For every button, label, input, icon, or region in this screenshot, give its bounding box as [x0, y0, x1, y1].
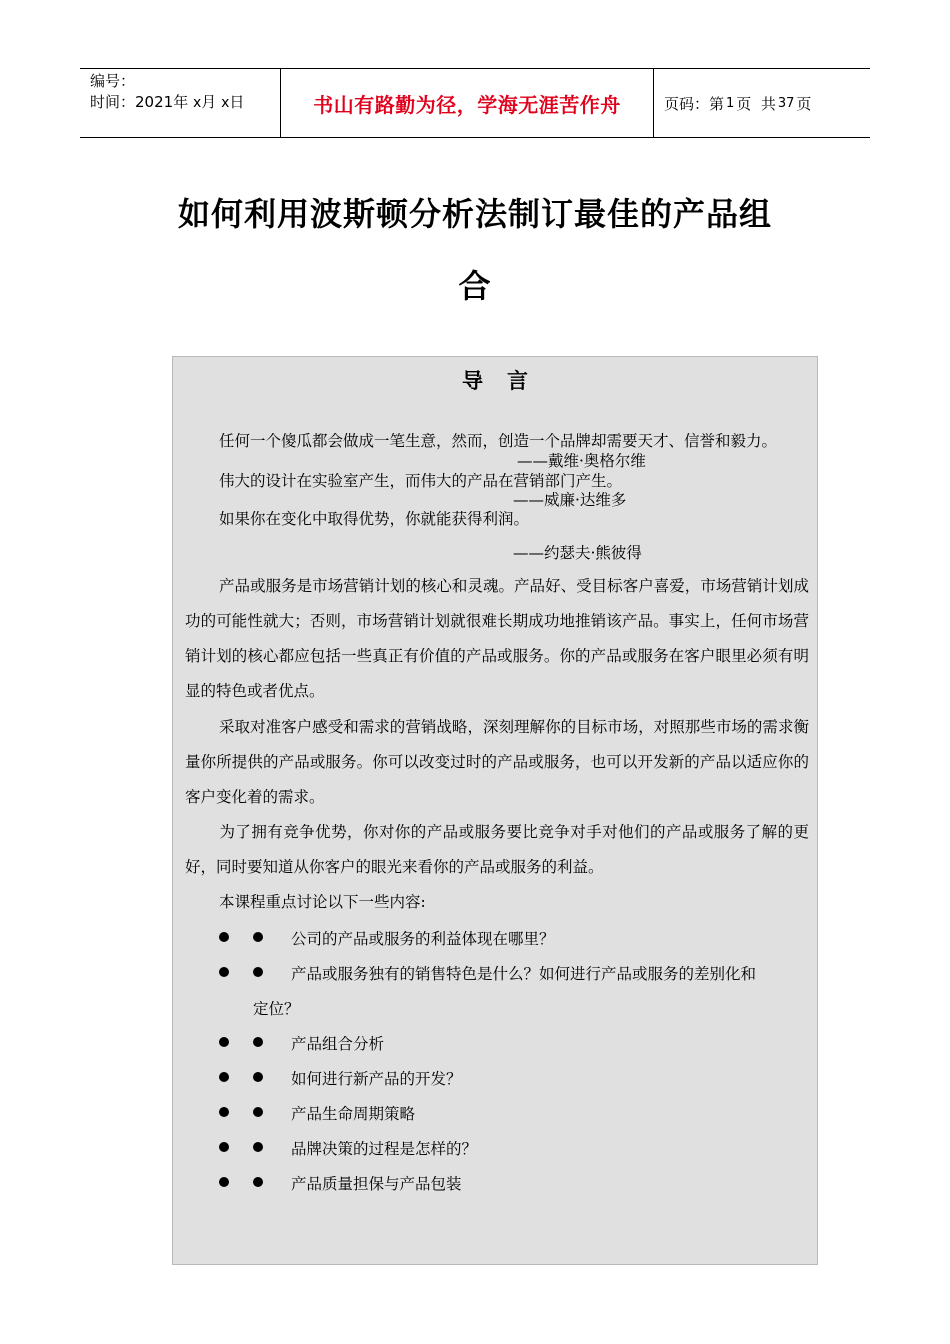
course-intro-text: 本课程重点讨论以下一些内容: [219, 893, 426, 911]
quote-2-author: ——威廉·达维多 [513, 491, 627, 509]
paragraph-2-text: 采取对准客户感受和需求的营销战略，深刻理解你的目标市场，对照那些市场的需求衡量你所提供的产品或服务。你可以改变过时的产品或服务，也可以开发新的产品以适应你的客户变化着的需求。 [185, 718, 809, 806]
bullet-icon [219, 1177, 229, 1187]
bullet-icon [219, 1037, 229, 1047]
paragraph-2 [185, 710, 809, 815]
bullet-icon [253, 1142, 263, 1152]
page-indicator [654, 69, 870, 137]
page-prefix: 页码：第 [664, 94, 725, 113]
time-x1: x [192, 95, 202, 111]
list-item-text: 产品组合分析 [291, 1035, 385, 1053]
intro-heading: 导言 [462, 368, 552, 393]
bullet-icon [219, 932, 229, 942]
quote-1-author: ——戴维·奥格尔维 [517, 452, 646, 470]
bullet-icon [253, 1177, 263, 1187]
quote-3-author: ——约瑟夫·熊彼得 [513, 544, 642, 562]
motto-text: 书山有路勤为径，学海无涯苦作舟 [313, 92, 621, 117]
quote-1-text: 任何一个傻瓜都会做成一笔生意，然而，创造一个品牌却需要天才、信誉和毅力。 [219, 432, 778, 450]
bullet-icon [253, 1107, 263, 1117]
page-suffix: 页 [796, 94, 812, 113]
paragraph-3 [185, 815, 809, 885]
quote-3-text: 如果你在变化中取得优势，你就能获得利润。 [219, 510, 530, 528]
quote-2-text: 伟大的设计在实验室产生，而伟大的产品在营销部门产生。 [219, 472, 623, 490]
paragraph-1 [185, 569, 809, 709]
document-header [80, 68, 870, 138]
time-x2: x [221, 95, 230, 111]
list-item-text: 如何进行新产品的开发？ [291, 1070, 462, 1088]
list-item-text: 产品或服务独有的销售特色是什么？如何进行产品或服务的差别化和 [291, 965, 757, 983]
time-label [90, 92, 280, 114]
list-item-text: 产品质量担保与产品包装 [291, 1175, 462, 1193]
header-meta [80, 69, 281, 137]
paragraph-3-text: 为了拥有竞争优势，你对你的产品或服务要比竞争对手对他们的产品或服务了解的更好，同时要知道从你客户的眼光来看你的产品或服务的利益。 [185, 823, 809, 876]
header-motto-cell [281, 69, 654, 137]
time-month: 月 [201, 93, 217, 111]
time-day: 日 [229, 93, 245, 111]
course-intro [185, 885, 809, 920]
list-item-text: 品牌决策的过程是怎样的？ [291, 1140, 478, 1158]
title-line-2: 合 [458, 267, 492, 305]
title-line-1: 如何利用波斯顿分析法制订最佳的产品组 [177, 195, 772, 233]
bullet-icon [253, 932, 263, 942]
number-label: 编号： [90, 72, 136, 90]
bullet-icon [219, 1072, 229, 1082]
list-item-text: 产品生命周期策略 [291, 1105, 416, 1123]
bullet-icon [253, 967, 263, 977]
bullet-icon [219, 1142, 229, 1152]
time-year-suffix: 年 [173, 93, 189, 111]
bullet-icon [253, 1037, 263, 1047]
bullet-icon [253, 1072, 263, 1082]
intro-box [172, 356, 818, 1265]
time-prefix: 时间：2021 [90, 93, 174, 111]
document-title [140, 178, 810, 322]
list-item-text: 公司的产品或服务的利益体现在哪里？ [291, 930, 555, 948]
paragraph-1-text: 产品或服务是市场营销计划的核心和灵魂。产品好、受目标客户喜爱，市场营销计划成功的可能性就大；否则，市场营销计划就很难长期成功地推销该产品。事实上，任何市场营销计划的核心都应包括一些真正有价值的产品或服务。你的产品或服务在客户眼里必须有明显的特色或者优点。 [185, 577, 809, 700]
list-item-text-continued: 定位？ [253, 1000, 300, 1018]
page-current: 1 [726, 95, 735, 111]
bullet-icon [219, 1107, 229, 1117]
bullet-icon [219, 967, 229, 977]
page-total: 37 [777, 95, 795, 111]
page-mid: 页 共 [736, 94, 776, 113]
